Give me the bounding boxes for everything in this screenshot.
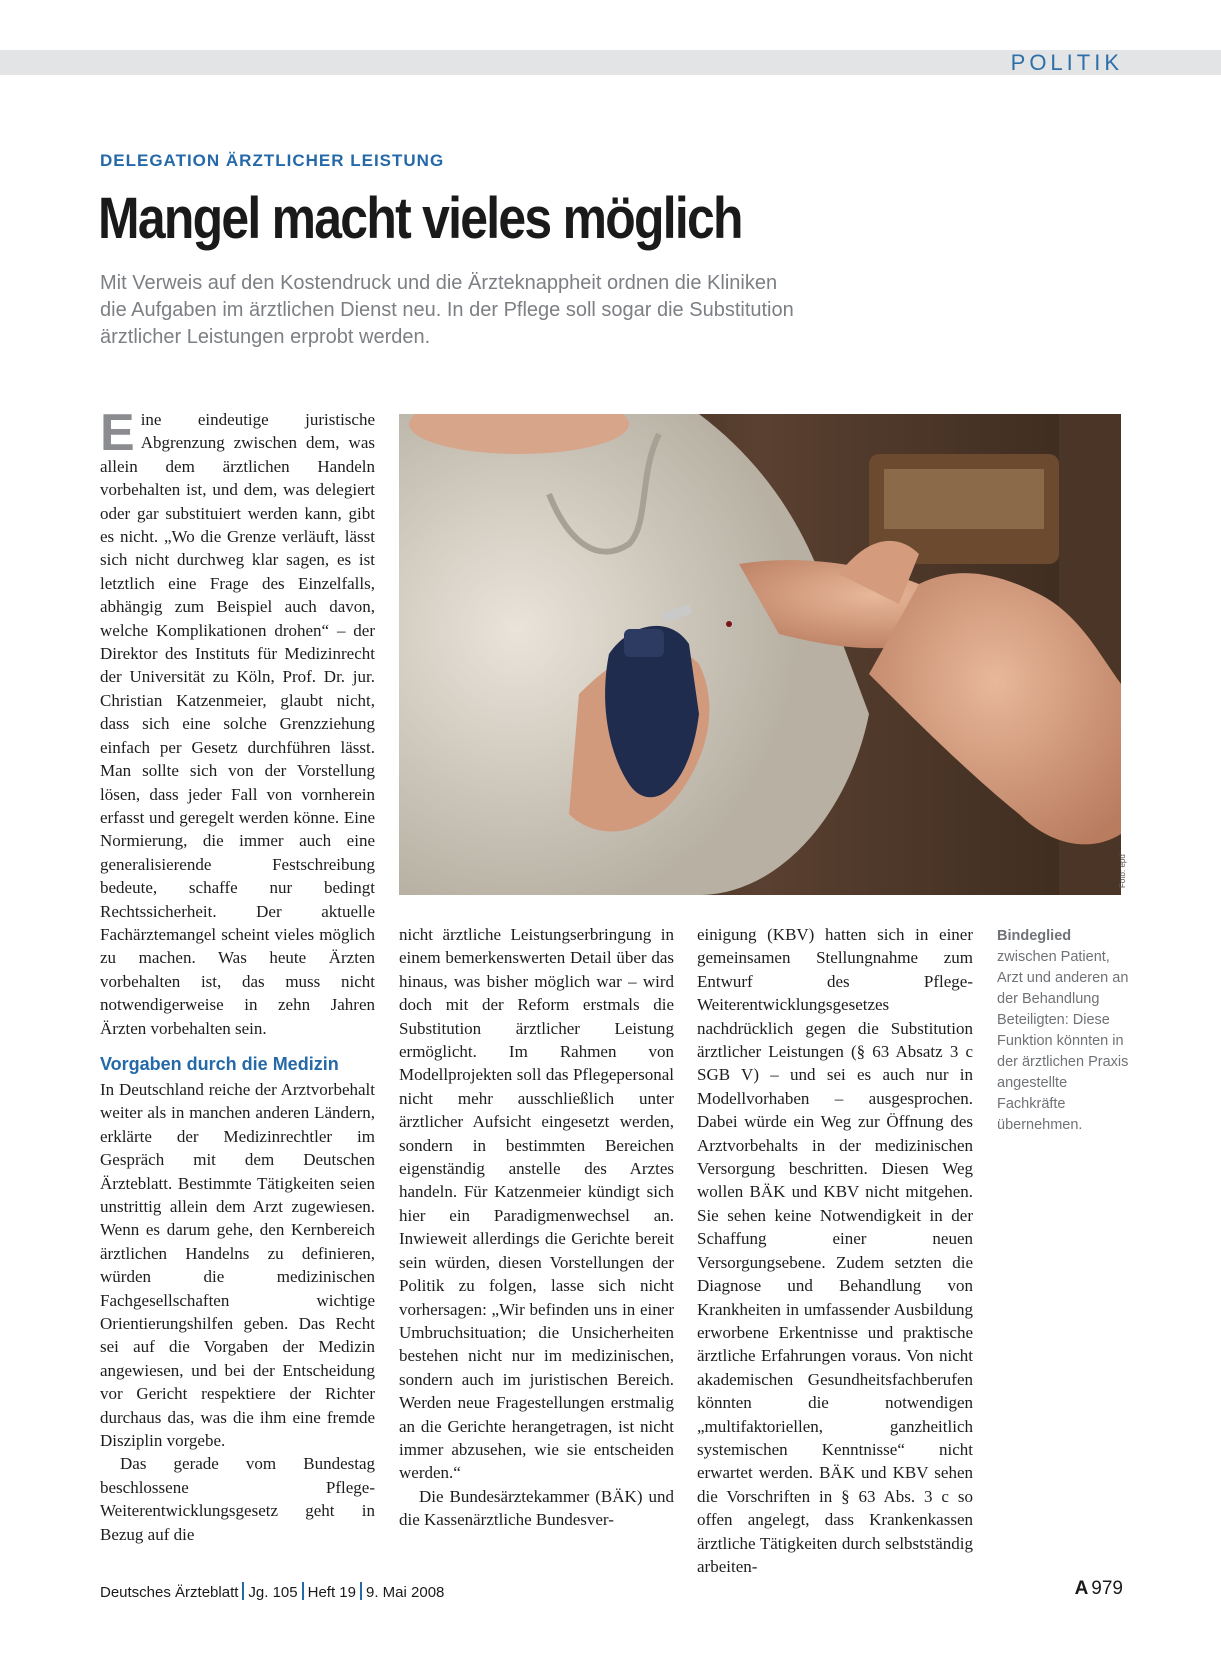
footer-separator [302,1582,304,1600]
subheading: Vorgaben durch die Medizin [100,1053,339,1074]
blood-glucose-test-photo [399,414,1121,895]
journal-name: Deutsches Ärzteblatt [100,1584,239,1601]
journal-issue: Heft 19 [307,1584,356,1601]
paragraph-text: ine eindeutige juristische Abgrenzung zwischen dem, was allein dem ärztlichen Handeln vorbehalten ist, und dem, was delegiert oder gar substituiert werden kann, gibt es nicht. „Wo die Grenze verläuft, lässt sich nicht durchweg klar sagen, es ist letztlich eine Frage des Einzelfalls, abhängig zum Beispiel auch davon, welche Komplikationen drohen“ – der Direktor des Instituts für Medizinrecht der Universität zu Köln, Prof. Dr. jur. Christian Katzenmeier, glaubt nicht, dass sich eine solche Grenzziehung einfach per Gesetz durchführen lässt. Man sollte sich von der Vorstellung lösen, dass jeder Fall von vornherein erfasst und geregelt werden könne. Eine Normierung, die immer auch eine generalisierende Festschreibung bedeute, schaffe nur bedingt Rechtssicherheit. Der aktuelle Fachärztemangel scheint vieles möglich zu machen. Was heute Ärzten vorbehalten ist, das muss nicht notwendigerweise in zehn Jahren Ärzten vorbehalten sein. [100,410,375,1038]
paragraph: Das gerade vom Bundestag beschlossene Pflege-Weiterentwicklungsgesetz geht in Bezug auf die [100,1454,375,1544]
article-kicker: DELEGATION ÄRZTLICHER LEISTUNG [100,151,445,170]
paragraph: In Deutschland reiche der Arztvorbehalt weiter als in manchen anderen Ländern, erklärte der Medizinrechtler im Gespräch mit dem Deutschen Ärzteblatt. Bestimmte Tätigkeiten seien unstrittig allein dem Arzt zugewiesen. Wenn es darum gehe, den Kernbereich ärztlichen Handelns zu definieren, würden die medizinischen Fachgesellschaften wichtige Orientierungshilfen geben. Das Recht sei auf die Vorgaben der Medizin angewiesen, und bei der Entscheidung vor Gericht respektiere der Richter durchaus das, was die ihm eine fremde Disziplin vorgebe. [100,1079,375,1451]
footer-separator [242,1582,244,1600]
footer-separator [360,1582,362,1600]
text-column-3 [697,923,973,1578]
page-footer [100,1582,444,1601]
photo-caption [997,926,1132,1136]
page-number [1075,1578,1123,1600]
photo-credit: Foto: epd [1118,854,1127,888]
journal-date: 9. Mai 2008 [366,1584,445,1601]
article-headline: Mangel macht vieles möglich [98,186,742,251]
page-number-value: 979 [1091,1578,1123,1599]
article-lead: Mit Verweis auf den Kostendruck und die Ärzteknappheit ordnen die Kliniken die Aufgaben im ärztlichen Dienst neu. In der Pflege soll sogar die Substitution ärztlicher Leistungen erprobt werden. [100,272,794,348]
text-column-1 [100,404,375,1546]
caption-text: zwischen Patient, Arzt und anderen an der Behandlung Beteiligten: Diese Funktion könnten in der ärztlichen Praxis angestellte Fachkräfte übernehmen. [997,949,1129,1133]
paragraph: nicht ärztliche Leistungserbringung in einem bemerkenswerten Detail über das hinaus, was bisher möglich war – wird doch mit der Reform erstmals die Substitution ärztlicher Leistung ermöglicht. Im Rahmen von Modellprojekten soll das Pflegepersonal nicht mehr ausschließlich unter ärztlicher Aufsicht eingesetzt werden, sondern in bestimmten Bereichen eigenständig anstelle des Arztes handeln. Für Katzenmeier kündigt sich hier ein Paradigmenwechsel an. Inwieweit allerdings die Gerichte bereit sein würden, diesen Vorstellungen der Politik zu folgen, lasse sich nicht vorhersagen: „Wir befinden uns in einer Umbruchsituation; die Unsicherheiten bestehen nicht nur im medizinischen, sondern auch im juristischen Bereich. Werden neue Fragestellungen erstmalig an die Gerichte herangetragen, ist nicht immer abzusehen, wie sie entscheiden werden.“ [399,925,674,1483]
section-label: POLITIK [1010,50,1123,75]
article-photo [399,414,1121,895]
paragraph: Die Bundesärztekammer (BÄK) und die Kassenärztliche Bundesver- [399,1486,674,1530]
page-prefix: A [1074,1578,1089,1599]
caption-title: Bindeglied [997,928,1072,944]
drop-cap: E [100,404,135,462]
paragraph [100,404,375,1040]
text-column-2 [399,923,674,1532]
journal-volume: Jg. 105 [248,1584,298,1601]
paragraph: einigung (KBV) hatten sich in einer gemeinsamen Stellungnahme zum Entwurf des Pflege-Weiterentwicklungsgesetzes nachdrücklich gegen die Substitution ärztlicher Leistungen (§ 63 Absatz 3 c SGB V) – und sei es auch nur in Modellvorhaben – ausgesprochen. Dabei würde ein Weg zur Öffnung des Arztvorbehalts in der medizinischen Versorgung beschritten. Diesen Weg wollen BÄK und KBV nicht mitgehen. Sie sehen keine Notwendigkeit in der Schaffung einer neuen Versorgungsebene. Zudem setzten die Diagnose und Behandlung von Krankheiten in umfassender Ausbildung erworbene Erkentnisse und praktische ärztliche Erfahrungen voraus. Von nicht akademischen Gesundheitsfachberufen könnten die notwendigen „multifaktoriellen, ganzheitlich systemischen Kenntnisse“ nicht erwartet werden. BÄK und KBV sehen die Vorschriften in § 63 Abs. 3 c so offen angelegt, dass Krankenkassen ärztliche Tätigkeiten durch selbstständig arbeiten- [697,925,973,1576]
